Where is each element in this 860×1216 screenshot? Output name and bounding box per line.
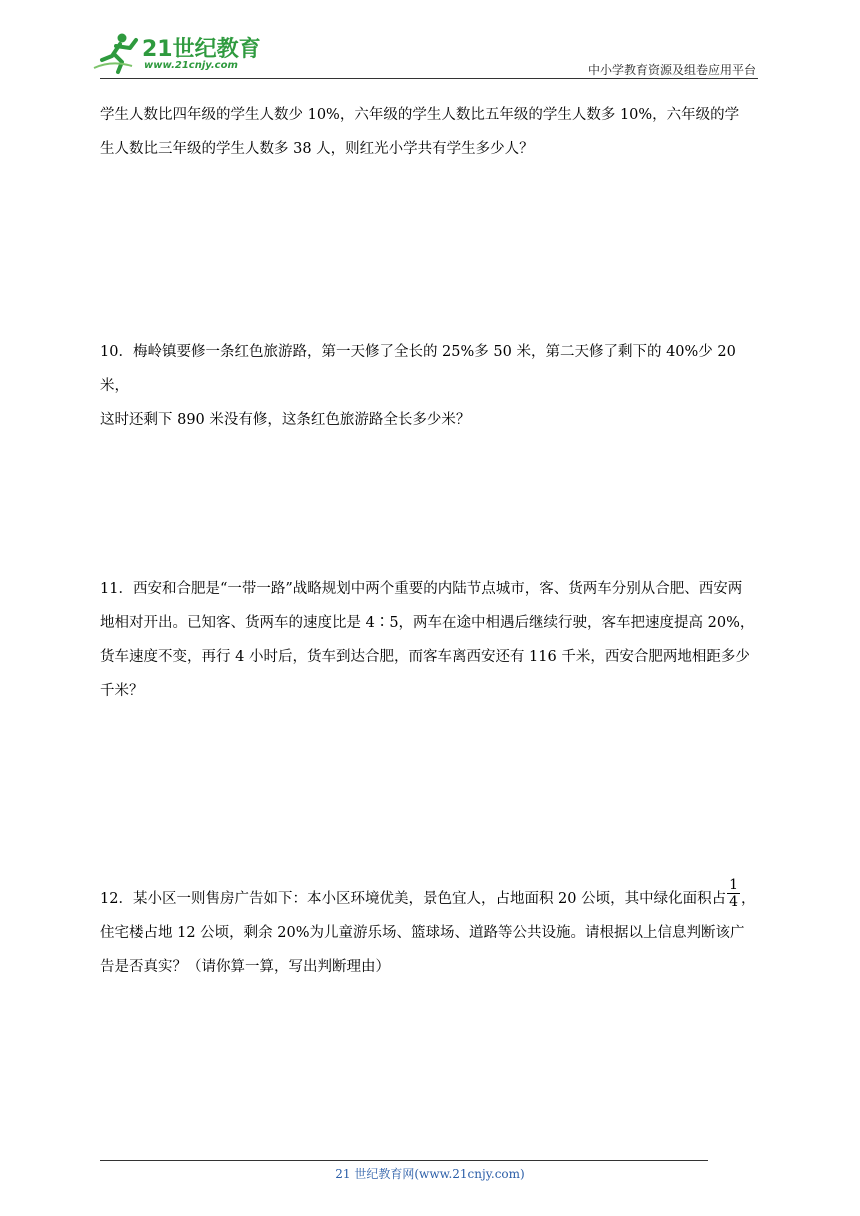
text-line: 生人数比三年级的学生人数多 38 人，则红光小学共有学生多少人？ xyxy=(100,141,534,157)
question-9-continuation xyxy=(100,98,760,166)
site-logo xyxy=(92,30,262,80)
text-segment: ， xyxy=(741,891,756,907)
text-segment: 12．某小区一则售房广告如下：本小区环境优美，景色宜人，占地面积 20 公顷，其中绿化面积占 xyxy=(100,891,727,907)
text-line: 学生人数比四年级的学生人数少 10%，六年级的学生人数比五年级的学生人数多 10%，六年级的学 xyxy=(100,107,740,123)
text-line: 住宅楼占地 12 公顷，剩余 20%为儿童游乐场、篮球场、道路等公共设施。请根据以上信息判断该广 xyxy=(100,925,745,941)
fraction-numerator: 1 xyxy=(729,876,739,893)
logo-url: www.21cnjy.com xyxy=(144,60,238,71)
fraction-denominator: 4 xyxy=(729,893,739,910)
text-line: 11．西安和合肥是“一带一路”战略规划中两个重要的内陆节点城市，客、货两车分别从合肥、西安两 xyxy=(100,581,743,597)
header-divider xyxy=(100,78,758,79)
text-line xyxy=(100,876,760,916)
question-12 xyxy=(100,876,760,984)
text-line: 货车速度不变，再行 4 小时后，货车到达合肥，而客车离西安还有 116 千米，西安合肥两地相距多少 xyxy=(100,649,750,665)
fraction xyxy=(727,877,740,910)
platform-name: 中小学教育资源及组卷应用平台 xyxy=(587,63,756,77)
text-line: 地相对开出。已知客、货两车的速度比是 4∶5，两车在途中相遇后继续行驶，客车把速度提高 20%， xyxy=(100,615,755,631)
text-line: 千米？ xyxy=(100,683,144,699)
runner-logo-icon xyxy=(92,30,142,76)
page-header xyxy=(0,0,860,82)
question-10 xyxy=(100,335,760,437)
logo-text: 21世纪教育 xyxy=(142,37,261,62)
footer-text[interactable]: 21 世纪教育网(www.21cnjy.com) xyxy=(335,1167,525,1181)
text-line: 这时还剩下 890 米没有修，这条红色旅游路全长多少米？ xyxy=(100,412,471,428)
text-line: 告是否真实？（请你算一算，写出判断理由） xyxy=(100,959,390,975)
text-line: 10．梅岭镇要修一条红色旅游路，第一天修了全长的 25%多 50 米，第二天修了剩下的 40%少 20 米， xyxy=(100,344,736,394)
footer-divider xyxy=(100,1160,708,1161)
question-11 xyxy=(100,572,760,708)
